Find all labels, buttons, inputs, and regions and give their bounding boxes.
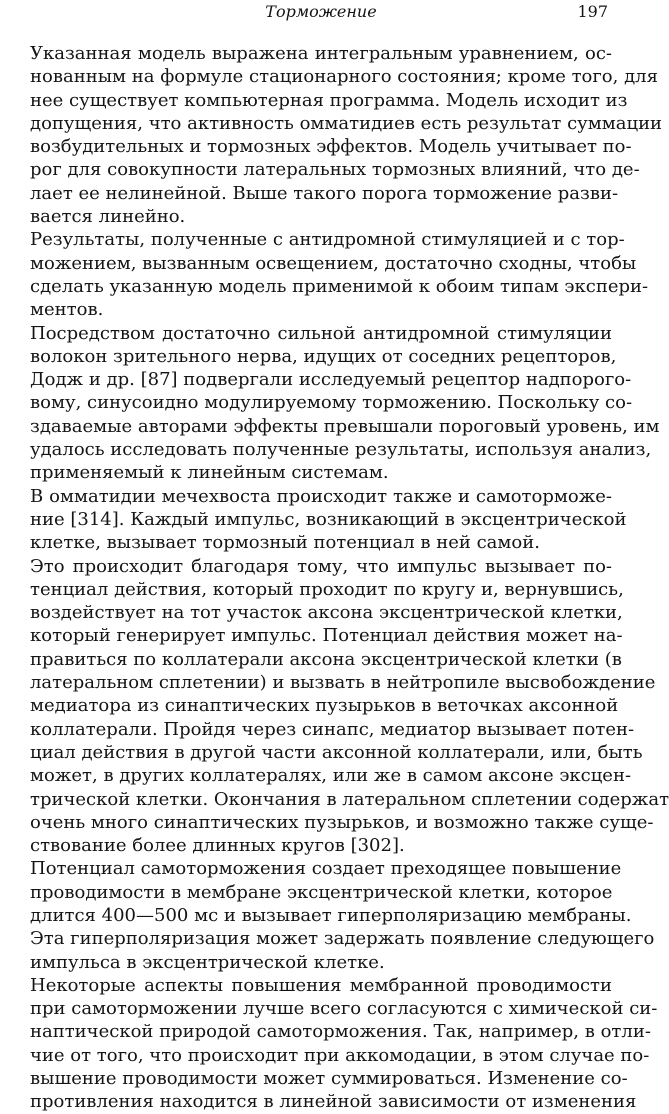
body-text xyxy=(30,42,669,1114)
text-line: В омматидии мечехвоста происходит также и самоторможе- xyxy=(30,485,612,507)
text-line: нее существует компьютерная программа. Модель исходит из xyxy=(30,89,628,111)
text-line: воздействует на тот участок аксона эксцентрической клетки, xyxy=(30,602,623,624)
text-line: ментов. xyxy=(30,299,104,321)
text-line: рог для совокупности латеральных тормозных влияний, что де- xyxy=(30,159,640,181)
text-line: применяемый к линейным системам. xyxy=(30,462,389,484)
text-line: при самоторможении лучше всего согласуются с химической си- xyxy=(30,998,658,1020)
paragraph xyxy=(30,555,669,858)
text-line: вышение проводимости может суммироваться. Изменение со- xyxy=(30,1068,628,1090)
book-page xyxy=(30,0,669,1113)
text-line: противления находится в линейной зависимости от изменения xyxy=(30,1091,637,1113)
text-line: Потенциал самоторможения создает преходящее повышение xyxy=(30,858,622,880)
text-line: трической клетки. Окончания в латеральном сплетении содержат xyxy=(30,788,669,810)
text-line: возбудительных и тормозных эффектов. Модель учитывает по- xyxy=(30,136,632,158)
text-line: ние [314]. Каждый импульс, возникающий в эксцентрической xyxy=(30,508,627,530)
text-line: латеральном сплетении) и вызвать в нейтропиле высвобождение xyxy=(30,672,656,694)
text-line: Указанная модель выражена интегральным уравнением, ос- xyxy=(30,43,612,64)
text-line: длится 400—500 мс и вызывает гиперполяризацию мембраны. xyxy=(30,904,632,926)
text-line: волокон зрительного нерва, идущих от соседних рецепторов, xyxy=(30,345,617,367)
text-line: может, в других коллатералях, или же в самом аксоне эксцен- xyxy=(30,765,632,787)
text-line: допущения, что активность омматидиев есть результат суммации xyxy=(30,112,663,134)
page-number: 197 xyxy=(577,2,608,21)
paragraph xyxy=(30,322,660,485)
text-line: Додж и др. [87] подвергали исследуемый рецептор надпорого- xyxy=(30,369,632,391)
text-line: коллатерали. Пройдя через синапс, медиатор вызывает потен- xyxy=(30,718,635,740)
running-head xyxy=(30,0,612,36)
text-line: циал действия в другой части аксонной коллатерали, или, быть xyxy=(30,741,643,763)
text-line: вому, синусоидно модулируемому торможению. Поскольку со- xyxy=(30,392,633,414)
text-line: наптической природой самоторможения. Так, например, в отли- xyxy=(30,1021,651,1043)
paragraph xyxy=(30,228,649,321)
text-line: можением, вызванным освещением, достаточно сходны, чтобы xyxy=(30,252,637,274)
text-line: тенциал действия, который проходит по кругу и, вернувшись, xyxy=(30,578,624,600)
text-line: Некоторые аспекты повышения мембранной проводимости xyxy=(30,974,612,996)
text-line: проводимости в мембране эксцентрической клетки, которое xyxy=(30,881,613,903)
running-title: Торможение xyxy=(265,2,377,21)
paragraph xyxy=(30,857,655,973)
text-line: сделать указанную модель применимой к обоим типам экспери- xyxy=(30,275,649,297)
text-line: Результаты, полученные с антидромной стимуляцией и с тор- xyxy=(30,229,625,251)
paragraph xyxy=(30,974,658,1114)
text-line: Это происходит благодаря тому, что импульс вызывает по- xyxy=(30,555,612,577)
text-line: удалось исследовать полученные результаты, используя анализ, xyxy=(30,439,652,461)
text-line: чие от того, что происходит при аккомодации, в этом случае по- xyxy=(30,1044,650,1066)
text-line: здаваемые авторами эффекты превышали пороговый уровень, им xyxy=(30,415,660,437)
text-line: медиатора из синаптических пузырьков в веточках аксонной xyxy=(30,695,619,717)
text-line: импульса в эксцентрической клетке. xyxy=(30,951,385,973)
text-line: клетке, вызывает тормозный потенциал в ней самой. xyxy=(30,532,540,554)
paragraph xyxy=(30,485,627,555)
text-line: очень много синаптических пузырьков, и возможно также суще- xyxy=(30,811,654,833)
text-line: нованным на формуле стационарного состояния; кроме того, для xyxy=(30,66,658,88)
text-line: который генерирует импульс. Потенциал действия может на- xyxy=(30,625,623,647)
text-line: Посредством достаточно сильной антидромной стимуляции xyxy=(30,322,612,344)
text-line: правиться по коллатерали аксона эксцентрической клетки (в xyxy=(30,648,622,670)
paragraph xyxy=(30,42,663,228)
text-line: Эта гиперполяризация может задержать появление следующего xyxy=(30,928,655,950)
text-line: вается линейно. xyxy=(30,206,186,228)
text-line: лает ее нелинейной. Выше такого порога торможение разви- xyxy=(30,182,619,204)
text-line: ствование более длинных кругов [302]. xyxy=(30,835,405,857)
